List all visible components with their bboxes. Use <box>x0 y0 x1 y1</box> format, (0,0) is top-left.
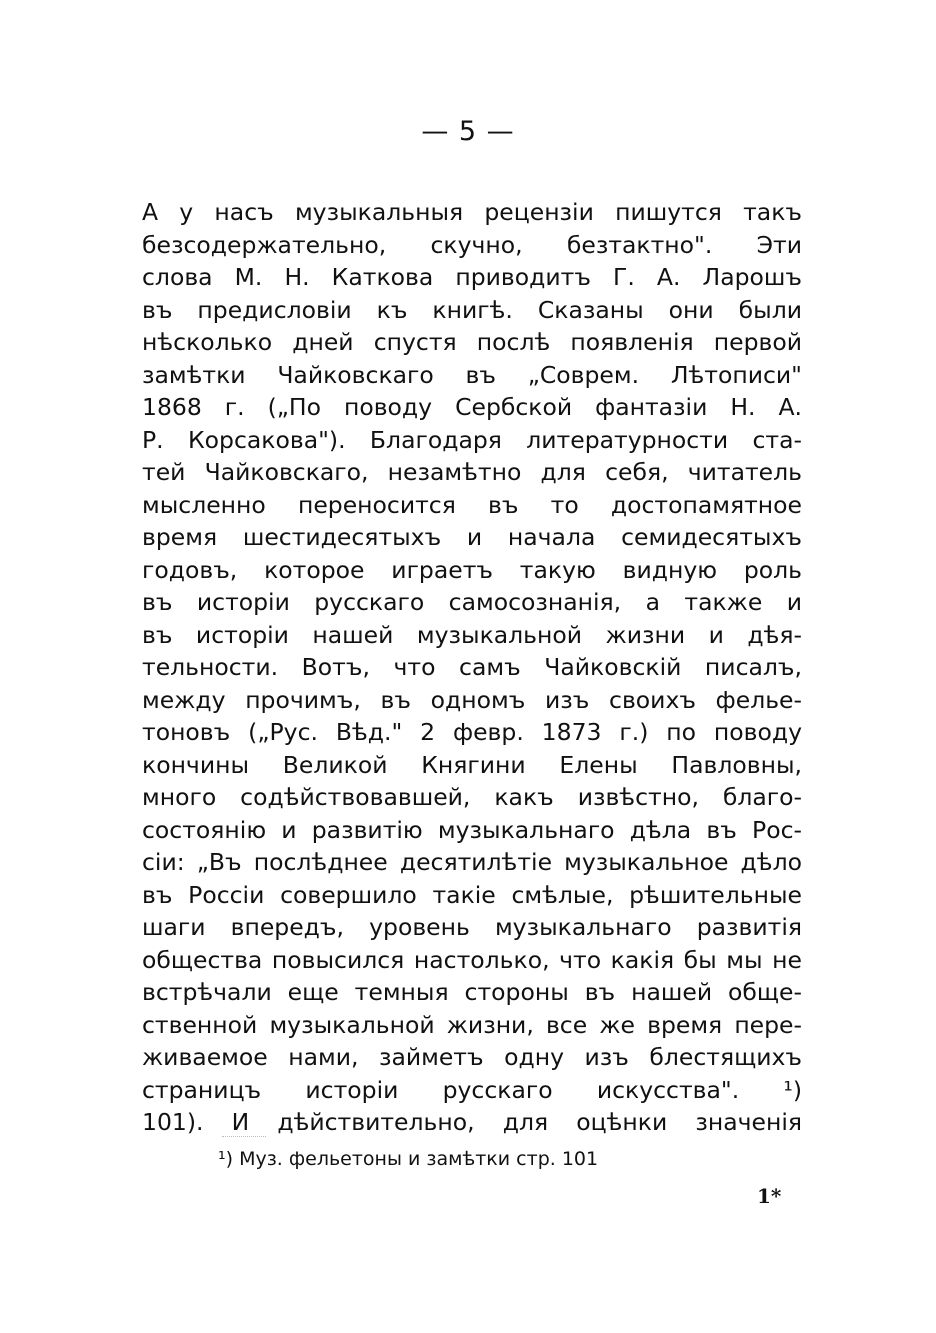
text-line: въ Россiи совершило такiе смѣлые, рѣшительные <box>142 880 802 909</box>
text-line: состоянiю и развитiю музыкальнаго дѣла въ Рос- <box>142 815 802 844</box>
body-text <box>142 196 802 1139</box>
text-line: кончины Великой Княгини Елены Павловны, <box>142 750 802 779</box>
page-number: — 5 — <box>421 116 515 147</box>
text-line: безсодержательно, скучно, безтактно". Эти <box>142 230 802 259</box>
text-line: ственной музыкальной жизни, все же время пере- <box>142 1010 802 1039</box>
footnote: ¹) Муз. фельетоны и замѣтки стр. 101 <box>218 1148 599 1170</box>
text-line: А у насъ музыкальныя рецензiи пишутся такъ <box>142 198 802 226</box>
text-line: между прочимъ, въ одномъ изъ своихъ фелье- <box>142 685 802 714</box>
text-line: живаемое нами, займетъ одну изъ блестящихъ <box>142 1043 802 1071</box>
text-line: встрѣчали еще темныя стороны въ нашей обще- <box>142 978 802 1006</box>
text-line: тоновъ („Рус. Вѣд." 2 февр. 1873 г.) по поводу <box>142 718 802 746</box>
text-line: мысленно переносится въ то достопамятное <box>142 490 802 519</box>
text-line: 101). И дѣйствительно, для оцѣнки значенiя <box>142 1108 802 1136</box>
text-line: 1868 г. („По поводу Сербской фантазiи Н. А. <box>142 393 802 421</box>
text-line: слова М. Н. Каткова приводитъ Г. А. Ларошъ <box>142 263 802 291</box>
text-line: нѣсколько дней спустя послѣ появленiя первой <box>142 328 802 356</box>
text-line: общества повысился настолько, что какiя бы мы не <box>142 945 802 974</box>
text-line: много содѣйствовавшей, какъ извѣстно, благо- <box>142 783 802 811</box>
text-line: въ исторiи русскаго самосознанiя, а также и <box>142 588 802 616</box>
text-line: въ исторiи нашей музыкальной жизни и дѣя- <box>142 620 802 649</box>
text-line: Р. Корсакова"). Благодаря литературности ста- <box>142 425 802 454</box>
text-line: время шестидесятыхъ и начала семидесятыхъ <box>142 523 802 551</box>
text-line: въ предисловiи къ книгѣ. Сказаны они были <box>142 295 802 324</box>
text-line: сiи: „Въ послѣднее десятилѣтiе музыкальное дѣло <box>142 848 802 876</box>
text-line: тей Чайковскаго, незамѣтно для себя, читатель <box>142 458 802 486</box>
text-line: годовъ, которое играетъ такую видную роль <box>142 555 802 584</box>
signature-mark: 1* <box>757 1184 782 1208</box>
footnote-divider <box>222 1136 266 1137</box>
text-line: страницъ исторiи русскаго искусства". ¹) <box>142 1075 802 1104</box>
text-line: тельности. Вотъ, что самъ Чайковскiй писалъ, <box>142 653 802 681</box>
text-line: замѣтки Чайковскаго въ „Соврем. Лѣтописи" <box>142 360 802 389</box>
text-line: шаги впередъ, уровень музыкальнаго развитiя <box>142 913 802 941</box>
